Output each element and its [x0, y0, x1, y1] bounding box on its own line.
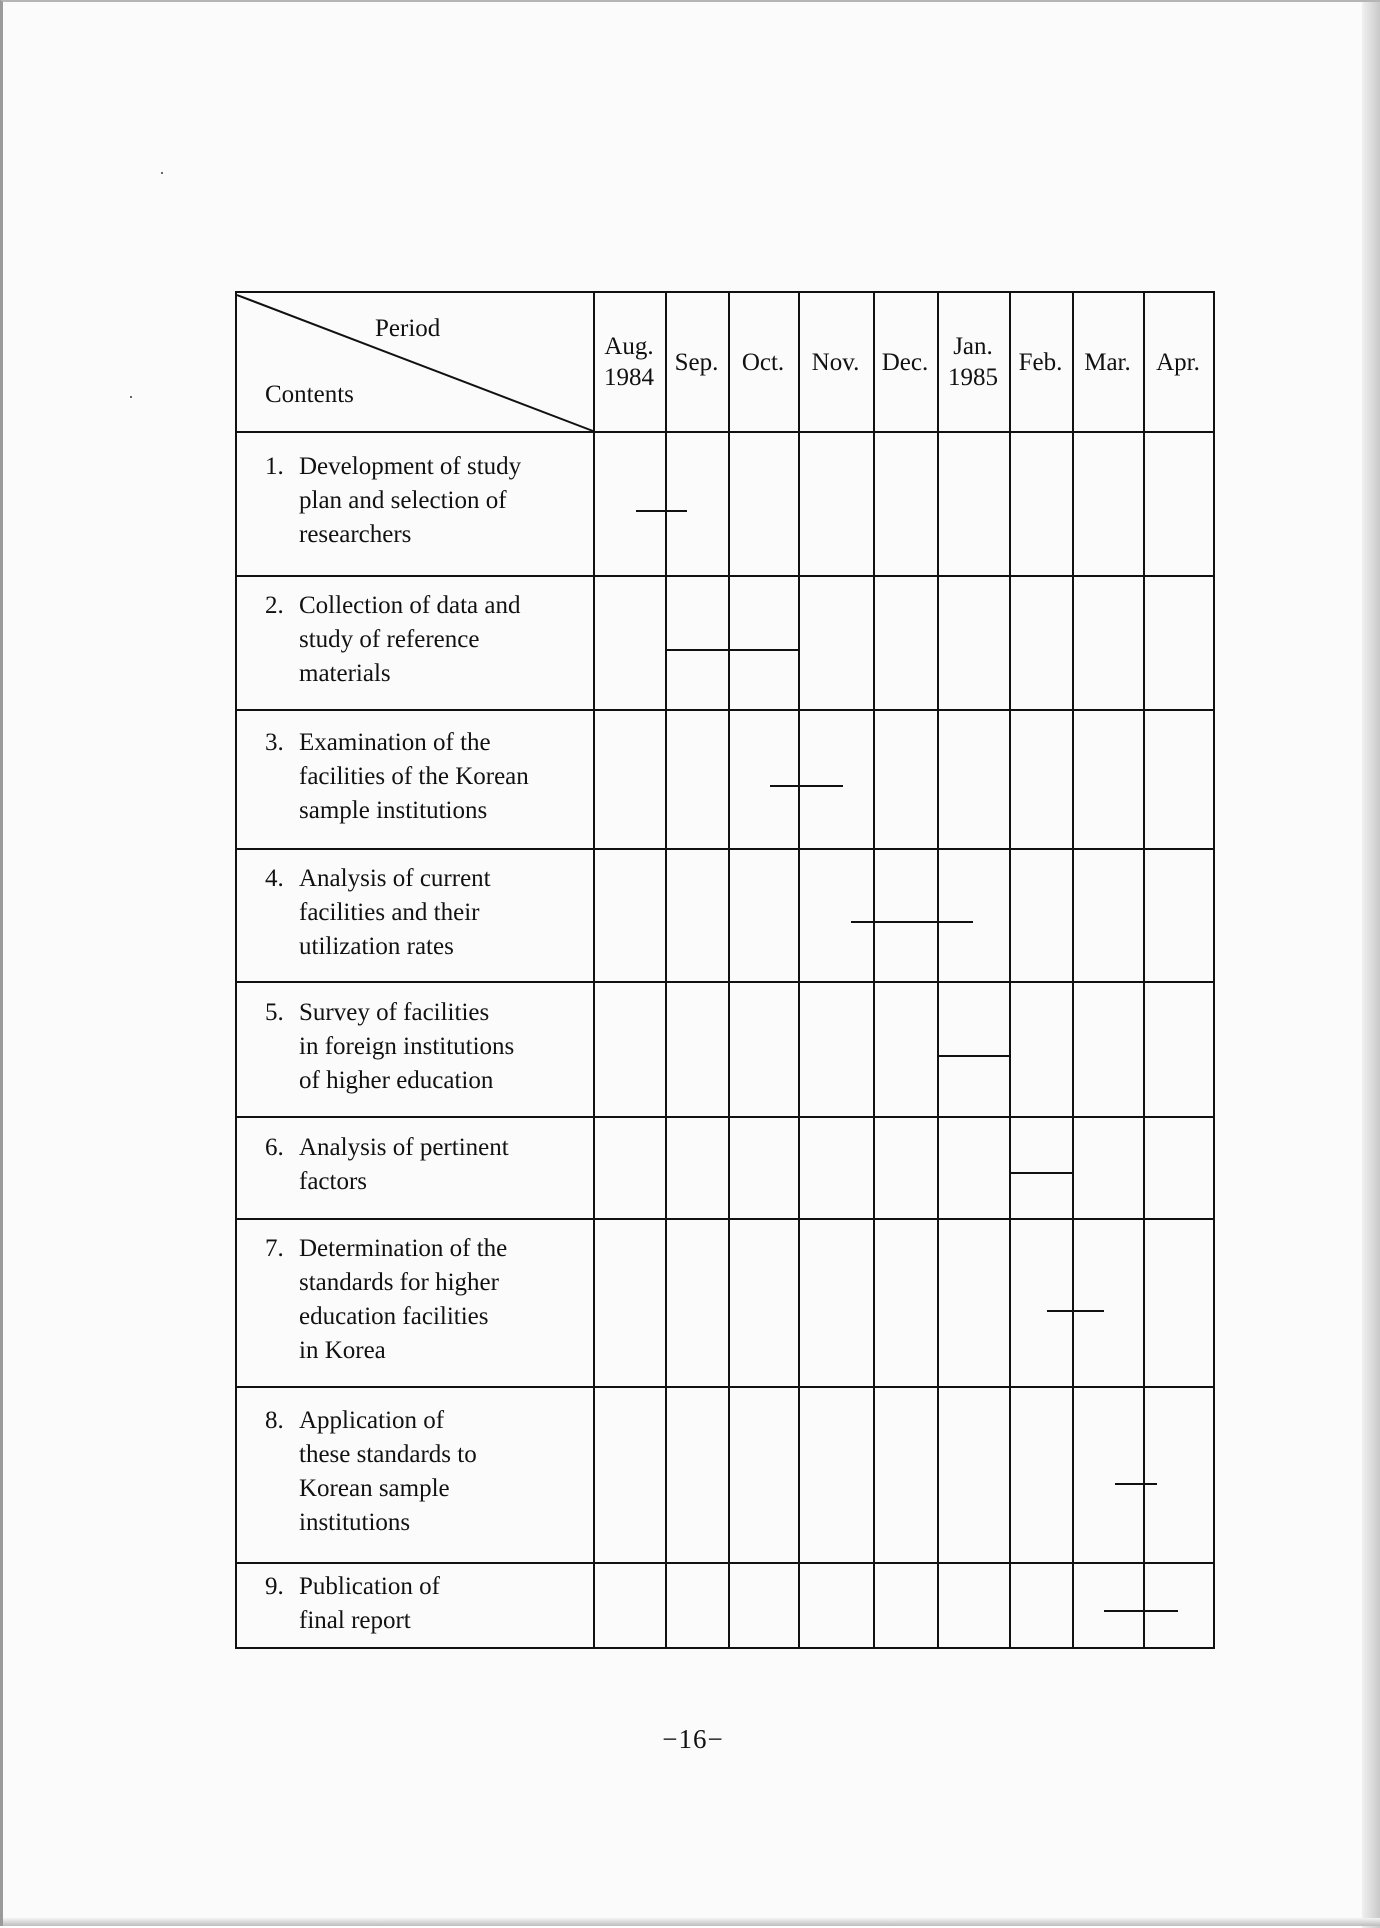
- row-divider: [237, 709, 1213, 711]
- task-text-line: 8. Application of: [265, 1404, 477, 1438]
- row-divider: [237, 1116, 1213, 1118]
- task-text-line: 4. Analysis of current: [265, 862, 491, 896]
- row-divider: [237, 1386, 1213, 1388]
- month-header-jan: [937, 293, 1009, 431]
- month-label: Nov.: [811, 348, 860, 376]
- task-text-line: 3. Examination of the: [265, 726, 529, 760]
- row-divider: [237, 848, 1213, 850]
- schedule-bar-task-4: [851, 921, 974, 923]
- year-label: 1985: [948, 364, 998, 391]
- row-divider: [237, 431, 1213, 433]
- month-header-dec: [873, 293, 937, 431]
- month-label: Dec.: [881, 348, 929, 376]
- period-header-label: Period: [375, 315, 441, 342]
- task-text-line: Korean sample: [299, 1475, 450, 1502]
- month-label: Apr.: [1156, 348, 1200, 376]
- task-text-line: institutions: [299, 1509, 411, 1536]
- task-text-line: in Korea: [299, 1337, 386, 1364]
- month-header-apr: [1143, 293, 1213, 431]
- task-number: 1.: [265, 453, 284, 480]
- column-divider: [593, 293, 595, 1647]
- task-text-line: in foreign institutions: [299, 1032, 515, 1060]
- task-label-4: [265, 862, 491, 964]
- month-label: Feb.: [1018, 348, 1063, 376]
- row-divider: [237, 1562, 1213, 1564]
- task-number: 5.: [265, 998, 284, 1026]
- task-text-line: 1. Development of study: [265, 450, 521, 484]
- column-divider: [798, 293, 800, 1647]
- column-divider: [665, 293, 667, 1647]
- task-text-line: education facilities: [299, 1303, 489, 1330]
- task-text-line: facilities and their: [299, 898, 480, 926]
- task-text-line: researchers: [299, 521, 412, 548]
- month-label: Oct.: [741, 348, 785, 376]
- task-number: 4.: [265, 864, 284, 892]
- task-label-9: [265, 1570, 440, 1638]
- schedule-bar-task-2: [665, 649, 798, 651]
- task-number: 9.: [265, 1572, 284, 1600]
- task-label-6: [265, 1131, 509, 1199]
- header-diagonal-line: [237, 293, 597, 433]
- month-header-aug: [593, 293, 665, 431]
- scan-speck: [130, 396, 132, 398]
- month-header-nov: [798, 293, 873, 431]
- column-divider: [937, 293, 939, 1647]
- task-text-line: final report: [299, 1606, 411, 1634]
- task-text-line: facilities of the Korean: [299, 762, 529, 790]
- month-header-feb: [1009, 293, 1072, 431]
- column-divider: [1143, 293, 1145, 1647]
- task-text-line: sample institutions: [299, 796, 488, 824]
- column-divider: [1072, 293, 1074, 1647]
- schedule-table: [235, 291, 1215, 1649]
- task-text-line: of higher education: [299, 1066, 494, 1094]
- task-number: 2.: [265, 592, 284, 619]
- schedule-bar-task-8: [1115, 1483, 1157, 1485]
- schedule-bar-task-3: [770, 785, 843, 787]
- page-edge-shadow: [1362, 2, 1380, 1928]
- schedule-bar-task-1: [636, 510, 687, 512]
- schedule-bar-task-7: [1047, 1310, 1104, 1312]
- task-text-line: plan and selection of: [299, 487, 507, 514]
- task-text-line: study of reference: [299, 626, 480, 653]
- task-label-3: [265, 726, 529, 828]
- task-label-7: [265, 1232, 507, 1368]
- schedule-bar-task-6: [1009, 1172, 1072, 1174]
- month-label: Jan.: [953, 333, 993, 360]
- task-number: 6.: [265, 1134, 284, 1161]
- task-label-1: [265, 450, 521, 552]
- task-text-line: 6. Analysis of pertinent: [265, 1131, 509, 1165]
- task-text-line: materials: [299, 660, 391, 687]
- task-text-line: 5. Survey of facilities: [265, 996, 514, 1030]
- month-label: Aug.: [604, 333, 654, 360]
- page-number: −16−: [662, 1724, 724, 1754]
- month-header-oct: [728, 293, 798, 431]
- year-label: 1984: [604, 364, 654, 391]
- task-number: 3.: [265, 728, 284, 756]
- schedule-bar-task-9: [1104, 1610, 1178, 1612]
- month-header-mar: [1072, 293, 1143, 431]
- task-text-line: these standards to: [299, 1441, 477, 1468]
- schedule-bar-task-5: [937, 1055, 1009, 1057]
- row-divider: [237, 1218, 1213, 1220]
- month-label: Mar.: [1084, 348, 1131, 376]
- task-text-line: 7. Determination of the: [265, 1232, 507, 1266]
- scan-speck: [161, 172, 163, 174]
- task-number: 8.: [265, 1407, 284, 1434]
- column-divider: [1009, 293, 1011, 1647]
- page-bottom-edge: [3, 1918, 1380, 1926]
- column-divider: [728, 293, 730, 1647]
- task-text-line: 2. Collection of data and: [265, 589, 520, 623]
- row-divider: [237, 981, 1213, 983]
- task-text-line: standards for higher: [299, 1269, 499, 1296]
- task-label-5: [265, 996, 514, 1098]
- task-number: 7.: [265, 1235, 284, 1262]
- row-divider: [237, 575, 1213, 577]
- task-label-8: [265, 1404, 477, 1540]
- month-header-sep: [665, 293, 728, 431]
- task-text-line: factors: [299, 1168, 368, 1195]
- task-text-line: utilization rates: [299, 932, 454, 960]
- contents-header-label: Contents: [265, 381, 354, 408]
- month-label: Sep.: [674, 348, 719, 376]
- task-label-2: [265, 589, 520, 691]
- task-text-line: 9. Publication of: [265, 1570, 440, 1604]
- column-divider: [873, 293, 875, 1647]
